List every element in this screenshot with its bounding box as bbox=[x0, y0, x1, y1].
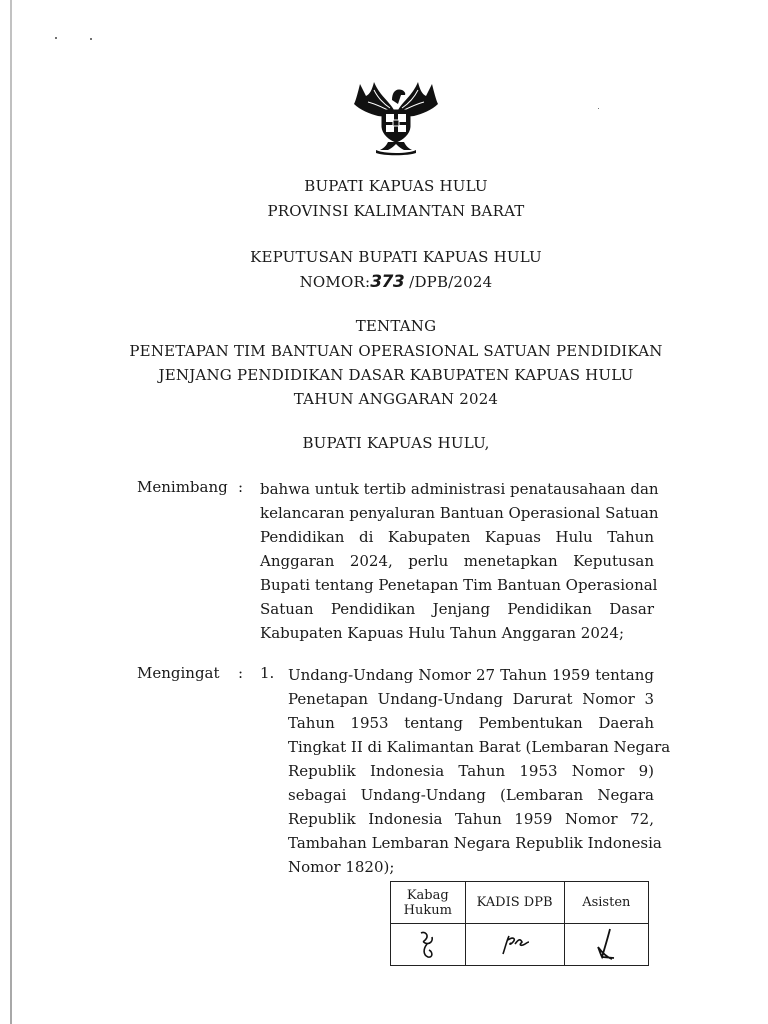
mengingat-line: Nomor 1820); bbox=[288, 858, 395, 876]
issuer-line: BUPATI KAPUAS HULU, bbox=[302, 434, 490, 452]
number-handwritten: 373 bbox=[370, 272, 405, 292]
mengingat-label: Mengingat bbox=[137, 664, 220, 682]
mengingat-line: Republik Indonesia Tahun 1953 Nomor 9) bbox=[288, 762, 654, 780]
menimbang-line: Anggaran 2024, perlu menetapkan Keputusan bbox=[260, 552, 654, 570]
menimbang-line: Satuan Pendidikan Jenjang Pendidikan Dasar bbox=[260, 600, 654, 618]
number-suffix: /DPB/2024 bbox=[404, 273, 493, 291]
tentang-heading: TENTANG bbox=[355, 317, 437, 335]
mengingat-line: Tambahan Lembaran Negara Republik Indonesia bbox=[288, 834, 662, 852]
scan-speck bbox=[90, 38, 92, 40]
mengingat-line: Tahun 1953 tentang Pembentukan Daerah bbox=[288, 714, 654, 732]
menimbang-label: Menimbang bbox=[137, 478, 228, 496]
paraf-header-asisten: Asisten bbox=[564, 882, 648, 924]
mengingat-line: Tingkat II di Kalimantan Barat (Lembaran Negara bbox=[288, 738, 671, 756]
mengingat-line: Republik Indonesia Tahun 1959 Nomor 72, bbox=[288, 810, 654, 828]
garuda-emblem bbox=[348, 70, 444, 156]
scan-speck bbox=[598, 108, 599, 109]
paraf-signature-kadis-dpb bbox=[465, 924, 564, 966]
signature-mark bbox=[495, 930, 535, 960]
paraf-header-kadis-dpb: KADIS DPB bbox=[465, 882, 564, 924]
header-line-2: PROVINSI KALIMANTAN BARAT bbox=[267, 202, 525, 220]
menimbang-colon: : bbox=[238, 478, 244, 496]
header-line-1: BUPATI KAPUAS HULU bbox=[304, 177, 488, 195]
menimbang-line: bahwa untuk tertib administrasi penatausahaan dan bbox=[260, 480, 659, 498]
mengingat-line: sebagai Undang-Undang (Lembaran Negara bbox=[288, 786, 654, 804]
mengingat-line: Undang-Undang Nomor 27 Tahun 1959 tentang bbox=[288, 666, 654, 684]
mengingat-item-1 bbox=[288, 663, 671, 879]
mengingat-line: Penetapan Undang-Undang Darurat Nomor 3 bbox=[288, 690, 654, 708]
scan-speck bbox=[55, 37, 57, 39]
signature-mark bbox=[586, 925, 626, 965]
mengingat-colon: : bbox=[238, 664, 244, 682]
decree-title: KEPUTUSAN BUPATI KAPUAS HULU bbox=[250, 248, 542, 266]
subject-line-2: JENJANG PENDIDIKAN DASAR KABUPATEN KAPUAS HULU bbox=[158, 366, 634, 384]
scan-left-edge bbox=[10, 0, 12, 1024]
mengingat-item-number: 1. bbox=[260, 664, 275, 682]
subject-line-1: PENETAPAN TIM BANTUAN OPERASIONAL SATUAN PENDIDIKAN bbox=[129, 342, 663, 360]
paraf-signature-kabag-hukum bbox=[391, 924, 466, 966]
menimbang-paragraph bbox=[260, 477, 659, 645]
decree-number bbox=[0, 272, 768, 292]
subject-line-3: TAHUN ANGGARAN 2024 bbox=[293, 390, 499, 408]
menimbang-line: Bupati tentang Penetapan Tim Bantuan Operasional bbox=[260, 576, 658, 594]
menimbang-line: kelancaran penyaluran Bantuan Operasional Satuan bbox=[260, 504, 659, 522]
number-prefix: NOMOR: bbox=[299, 273, 371, 291]
signature-mark bbox=[413, 927, 443, 963]
menimbang-line: Pendidikan di Kabupaten Kapuas Hulu Tahun bbox=[260, 528, 654, 546]
paraf-header-kabag-hukum: Kabag Hukum bbox=[391, 882, 466, 924]
menimbang-line: Kabupaten Kapuas Hulu Tahun Anggaran 2024; bbox=[260, 624, 625, 642]
paraf-signature-asisten bbox=[564, 924, 648, 966]
paraf-table bbox=[390, 881, 649, 966]
